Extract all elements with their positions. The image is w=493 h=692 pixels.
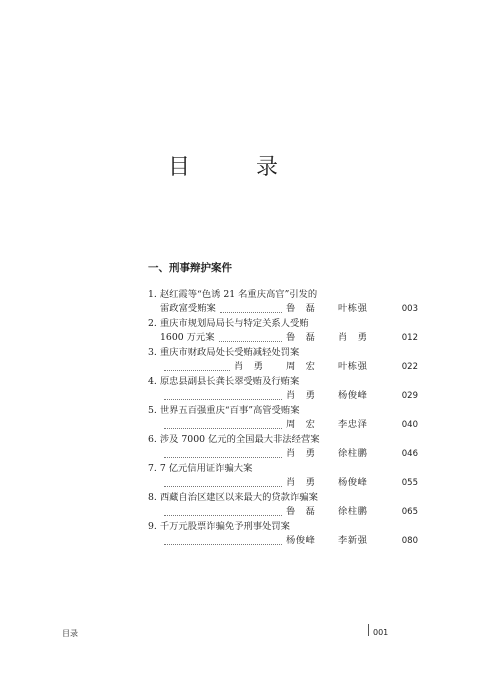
toc-entry[interactable] bbox=[148, 404, 418, 431]
toc-entry-title-cont: 雷政富受贿案 bbox=[160, 302, 216, 314]
author-name: 徐柱鹏 bbox=[338, 505, 368, 517]
dot-leader bbox=[164, 478, 282, 487]
toc-entry-meta bbox=[148, 389, 418, 403]
author-name: 鲁 磊 bbox=[286, 302, 316, 314]
footer-divider bbox=[368, 624, 369, 636]
toc-entry-title: 3. 重庆市财政局处长受贿减轻处罚案 bbox=[148, 347, 300, 358]
toc-entry-page: 022 bbox=[401, 361, 418, 372]
author-name: 杨俊峰 bbox=[338, 389, 368, 401]
toc-entry-title: 2. 重庆市规划局局长与特定关系人受贿 bbox=[148, 318, 309, 329]
author-name: 肖 勇 bbox=[286, 476, 316, 488]
toc-entry-meta bbox=[148, 302, 418, 316]
dot-leader bbox=[219, 333, 282, 342]
toc-entry-title: 1. 赵红霞等“色诱 21 名重庆高官”引发的 bbox=[148, 289, 318, 300]
toc-entry[interactable] bbox=[148, 520, 418, 547]
dot-leader bbox=[164, 536, 282, 545]
toc-entry-page: 046 bbox=[401, 448, 418, 459]
toc-entry-authors bbox=[234, 360, 390, 374]
toc-entry-authors bbox=[286, 447, 390, 461]
dot-leader bbox=[164, 362, 230, 371]
toc-entry-authors bbox=[286, 534, 390, 548]
toc-entry-page: 040 bbox=[401, 419, 418, 430]
dot-leader bbox=[164, 507, 282, 516]
dot-leader bbox=[164, 420, 282, 429]
toc-entry-page: 003 bbox=[401, 303, 418, 314]
toc-entry[interactable] bbox=[148, 462, 418, 489]
toc-entry[interactable] bbox=[148, 346, 418, 373]
author-name: 杨俊峰 bbox=[338, 476, 368, 488]
toc-entry-meta bbox=[148, 360, 418, 374]
author-name: 肖 勇 bbox=[286, 447, 316, 459]
toc-entry[interactable] bbox=[148, 288, 418, 315]
toc-entry-title: 4. 原忠县副县长龚长翠受贿及行贿案 bbox=[148, 376, 300, 387]
author-name: 李新强 bbox=[338, 534, 368, 546]
author-name: 叶栋强 bbox=[338, 302, 368, 314]
author-name: 周 宏 bbox=[286, 418, 316, 430]
toc-entry[interactable] bbox=[148, 375, 418, 402]
toc-entry-meta bbox=[148, 331, 418, 345]
dot-leader bbox=[220, 304, 282, 313]
section-heading: 一、刑事辩护案件 bbox=[148, 262, 232, 274]
toc-entry-authors bbox=[286, 331, 390, 345]
toc-entry-page: 065 bbox=[401, 506, 418, 517]
toc-entry-title: 9. 千万元股票诈骗免予刑事处罚案 bbox=[148, 521, 290, 532]
toc-entry-meta bbox=[148, 447, 418, 461]
toc-entry-title: 5. 世界五百强重庆“百事”高管受贿案 bbox=[148, 405, 300, 416]
dot-leader bbox=[164, 391, 282, 400]
toc-entry-title-cont: 1600 万元案 bbox=[160, 331, 215, 343]
author-name: 鲁 磊 bbox=[286, 331, 316, 343]
toc-entry-page: 029 bbox=[401, 390, 418, 401]
toc-entry[interactable] bbox=[148, 491, 418, 518]
toc-entry-page: 055 bbox=[401, 477, 418, 488]
toc-entry-authors bbox=[286, 476, 390, 490]
toc-entry-authors bbox=[286, 418, 390, 432]
toc-entry-title: 7. 7 亿元信用证诈骗大案 bbox=[148, 463, 253, 474]
author-name: 肖 勇 bbox=[338, 331, 368, 343]
toc-entry-meta bbox=[148, 534, 418, 548]
toc-entry-authors bbox=[286, 505, 390, 519]
toc-entry-title: 6. 涉及 7000 亿元的全国最大非法经营案 bbox=[148, 434, 320, 445]
page-title: 目 录 bbox=[168, 155, 301, 180]
footer-page-number: 001 bbox=[373, 628, 389, 637]
toc-entry-authors bbox=[286, 302, 390, 316]
dot-leader bbox=[164, 449, 282, 458]
author-name: 叶栋强 bbox=[338, 360, 368, 372]
toc-entry-title: 8. 西藏自治区建区以来最大的贷款诈骗案 bbox=[148, 492, 318, 503]
toc-list bbox=[148, 288, 418, 549]
author-name: 鲁 磊 bbox=[286, 505, 316, 517]
author-name: 肖 勇 bbox=[234, 360, 264, 372]
toc-entry-meta bbox=[148, 505, 418, 519]
author-name: 杨俊峰 bbox=[286, 534, 316, 546]
toc-entry-meta bbox=[148, 476, 418, 490]
toc-entry[interactable] bbox=[148, 433, 418, 460]
author-name: 李忠泽 bbox=[338, 418, 368, 430]
toc-entry-meta bbox=[148, 418, 418, 432]
toc-entry-page: 080 bbox=[401, 535, 418, 546]
toc-entry-authors bbox=[286, 389, 390, 403]
author-name: 徐柱鹏 bbox=[338, 447, 368, 459]
toc-entry[interactable] bbox=[148, 317, 418, 344]
toc-entry-page: 012 bbox=[401, 332, 418, 343]
author-name: 周 宏 bbox=[286, 360, 316, 372]
footer-label: 目录 bbox=[62, 629, 78, 638]
author-name: 肖 勇 bbox=[286, 389, 316, 401]
